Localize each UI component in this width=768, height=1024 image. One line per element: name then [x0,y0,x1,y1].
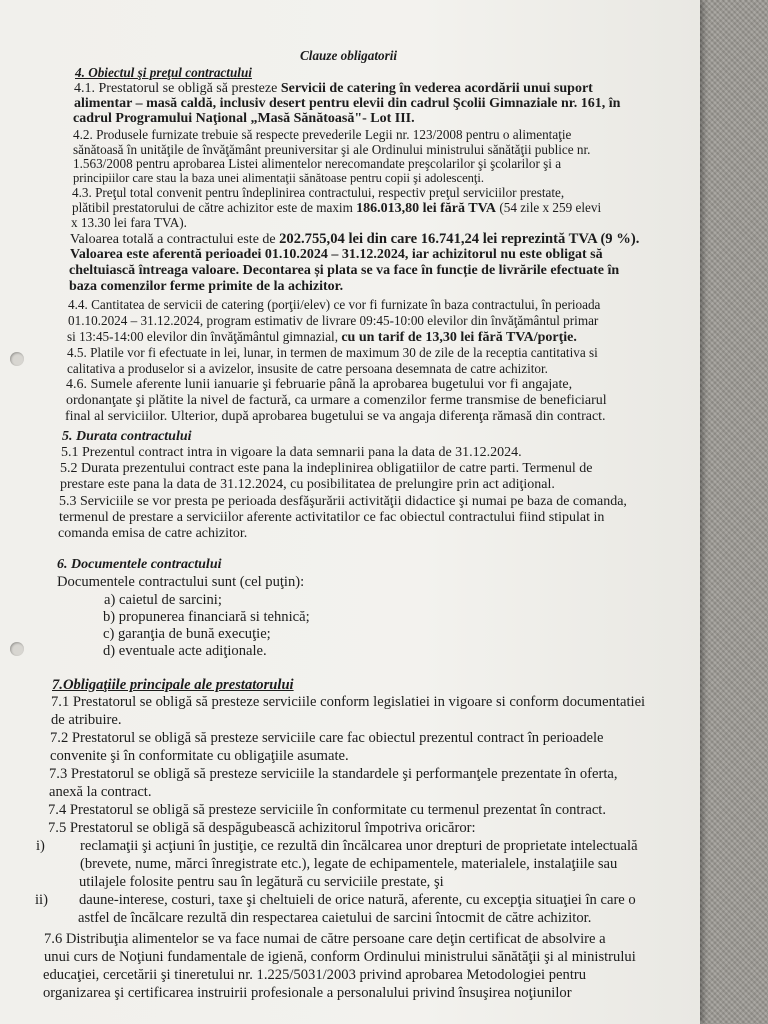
section-5-line: comanda emisa de catre achizitor. [58,526,248,541]
list-marker-i: i) [36,838,45,854]
paragraph-4-3-line: x 13.30 lei fara TVA). [71,215,187,230]
paragraph-4-6-line: 4.6. Sumele aferente lunii ianuarie şi februarie până la aprobarea bugetului vor fi angajate, [66,377,573,392]
paragraph-4-3-line: plătibil prestatorului de către achizitor este de maxim 186.013,80 lei fără TVA (54 zile x 259 elevi [72,200,602,216]
paragraph-4-4-line: 4.4. Cantitatea de servicii de catering (porţii/elev) ce vor fi furnizate în baza contractului, în perioada [68,297,601,312]
item-ii-line: astfel de încălcare rezultă din respectarea caietului de sarcini întocmit de către achizitor. [78,910,592,926]
list-item: c) garanţia de bună execuţie; [103,626,271,642]
item-ii-line: daune-interese, costuri, taxe şi cheltuieli de orice natură, aferente, cu excepţia situaţiei în care o [79,892,636,908]
paragraph-4-4-line: 01.10.2024 – 31.12.2024, program estimativ de livrare 09:45-10:00 elevilor din învăţământul primar [68,313,599,328]
section-5-line: 5.1 Prezentul contract intra in vigoare la data semnarii pana la data de 31.12.2024. [61,445,522,460]
paragraph-4-3-line: 4.3. Preţul total convenit pentru îndeplinirea contractului, respectiv preţul serviciilor prestate, [72,185,565,200]
section-7-line: convenite şi în conformitate cu obligaţiile asumate. [50,748,349,764]
section-7-line: 7.1 Prestatorul se obligă să presteze serviciile conform legislatiei in vigoare si conform documentatiei [51,694,646,710]
paragraph-4-6-line: ordonanţate şi plătite la nivel de factură, ca urmare a comenzilor ferme transmise de beneficiarul [66,393,607,408]
paragraph-4-4-line: si 13:45-14:00 elevilor din învăţământul gimnazial, cu un tarif de 13,30 lei fără TVA/porţie. [67,329,577,345]
paragraph-7-6-line: organizarea şi certificarea instruirii profesionale a personalului privind însuşirea noţiunilor [43,985,572,1001]
paragraph-4-5-line: calitativa a produselor si a avizelor, insusite de catre persoana desemnata de catre achizitor. [67,361,548,376]
section-4-heading: 4. Obiectul şi preţul contractului [75,65,252,80]
paragraph-4-1-line: cadrul Programului Naţional „Masă Sănătoasă"- Lot III. [73,111,415,126]
paragraph-4-1-line: 4.1. Prestatorul se obligă să presteze Servicii de catering în vederea acordării unui suport [74,81,593,96]
paragraph-4-2-line: sănătoasă în unităţile de învăţământ preuniversitar şi ale Ordinului ministrului sănătăţii publice nr. [73,142,591,157]
section-5-line: prestare este pana la data de 31.12.2024, cu posibilitatea de prelungire prin act adiţional. [60,477,555,492]
punch-hole [10,352,24,366]
section-6-intro: Documentele contractului sunt (cel puţin): [57,574,305,590]
section-7-line: 7.3 Prestatorul se obligă să presteze serviciile la standardele şi performanţele prezentate în oferta, [49,766,618,782]
paragraph-4-6-line: final al serviciilor. Ulterior, după aprobarea bugetului se va angaja diferenţa rămasă din contract. [65,409,606,424]
page-header: Clauze obligatorii [300,48,398,63]
contract-value-line: Valoarea totală a contractului este de 202.755,04 lei din care 16.741,24 lei reprezintă TVA (9 %). [70,231,640,247]
section-5-line: 5.2 Durata prezentului contract este pana la indeplinirea obligatiilor de catre parti. Termenul de [60,461,593,476]
list-item: d) eventuale acte adiţionale. [103,643,267,659]
item-i-line: (brevete, nume, mărci înregistrate etc.), legate de echipamentele, materialele, instalaţiile sau [80,856,618,872]
paragraph-7-6-line: 7.6 Distribuţia alimentelor se va face numai de către persoane care deţin certificat de absolvire a [44,931,606,947]
paragraph-7-6-line: unui curs de Noţiuni fundamentale de igienă, conform Ordinului ministrului sănătăţii şi al ministrului [44,949,636,965]
item-i-line: reclamaţii şi acţiuni în justiţie, ce rezultă din încălcarea unor drepturi de proprietate intelectuală [80,838,638,854]
list-item: b) propunerea financiară si tehnică; [103,609,310,625]
paragraph-4-2-line: 4.2. Produsele furnizate trebuie să respecte prevederile Legii nr. 123/2008 pentru o alimentaţie [73,127,572,142]
contract-value-line: Valoarea este aferentă perioadei 01.10.2024 – 31.12.2024, iar achizitorul nu este obligat să [70,247,603,262]
section-5-line: 5.3 Serviciile se vor presta pe perioada desfăşurării activităţii didactice şi numai pe baza de comanda, [59,494,627,509]
paragraph-4-2-line: 1.563/2008 pentru aprobarea Listei alimentelor nerecomandate preşcolarilor şi şcolarilor şi a [73,156,562,171]
section-7-line: 7.5 Prestatorul se obligă să despăgubească achizitorul împotriva oricăror: [48,820,476,836]
contract-value-line: baza comenzilor ferme primite de la achizitor. [69,279,344,294]
section-7-line: 7.2 Prestatorul se obligă să presteze serviciile care fac obiectul prezentul contract în perioadele [50,730,604,746]
section-7-line: anexă la contract. [49,784,152,800]
section-7-heading: 7.Obligaţiile principale ale prestatorului [52,677,294,693]
punch-hole [10,642,24,656]
list-item: a) caietul de sarcini; [104,592,222,608]
item-i-line: utilajele folosite pentru sau în legătură cu serviciile prestate, şi [79,874,444,890]
paragraph-7-6-line: educaţiei, cercetării şi tineretului nr. 1.225/5031/2003 privind aprobarea Metodologiei pentru [43,967,587,983]
contract-value-line: cheltuiască întreaga valoare. Decontarea și plata se va face în funcție de livrările efectuate în [69,263,620,278]
list-marker-ii: ii) [35,892,48,908]
paragraph-4-2-line: principiilor care stau la baza unei alimentaţii sănătoase pentru copii şi adolescenţi. [73,171,484,185]
section-7-line: 7.4 Prestatorul se obligă să presteze serviciile în conformitate cu termenul prezentat în contract. [48,802,606,818]
section-7-line: de atribuire. [51,712,122,728]
section-5-heading: 5. Durata contractului [62,429,192,444]
paragraph-4-5-line: 4.5. Platile vor fi efectuate in lei, lunar, in termen de maximum 30 de zile de la receptia cantitativa si [67,345,598,360]
section-6-heading: 6. Documentele contractului [57,557,222,572]
paragraph-4-1-line: alimentar – masă caldă, inclusiv desert pentru elevii din cadrul Şcolii Gimnaziale nr. 161, în [74,96,621,111]
section-5-line: termenul de prestare a serviciilor aferente activitatilor ce fac obiectul contractului fiind stipulat in [59,510,605,525]
